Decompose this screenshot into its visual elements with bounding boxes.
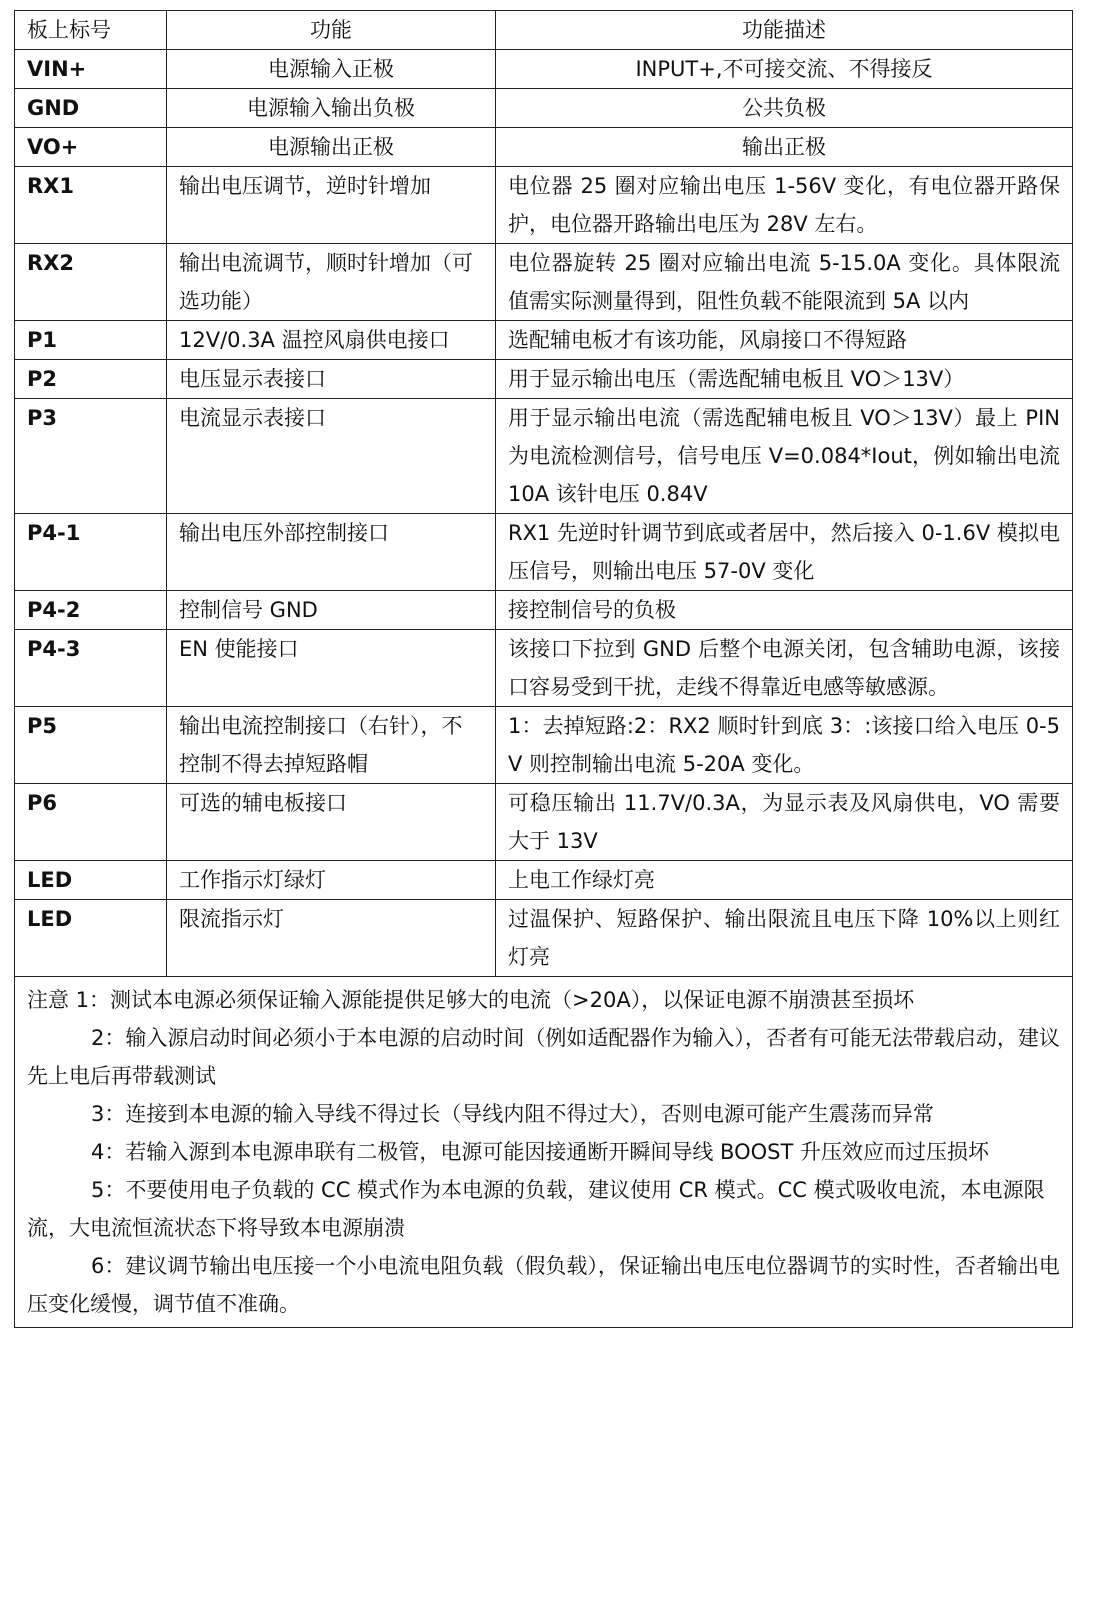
row-function: 输出电压外部控制接口 [167, 514, 496, 591]
row-description: 电位器 25 圈对应输出电压 1-56V 变化，有电位器开路保护，电位器开路输出电压为 28V 左右。 [496, 167, 1073, 244]
row-function: 输出电流控制接口（右针），不控制不得去掉短路帽 [167, 707, 496, 784]
row-description: 公共负极 [496, 89, 1073, 128]
row-board-label: P2 [15, 360, 167, 399]
row-board-label: LED [15, 861, 167, 900]
table-row [15, 900, 1073, 977]
row-board-label: RX1 [15, 167, 167, 244]
row-function: 电源输入正极 [167, 50, 496, 89]
row-board-label: P3 [15, 399, 167, 514]
header-function: 功能 [167, 11, 496, 50]
row-function: 电流显示表接口 [167, 399, 496, 514]
row-function: 电源输入输出负极 [167, 89, 496, 128]
note-item: 6：建议调节输出电压接一个小电流电阻负载（假负载），保证输出电压电位器调节的实时性，否者输出电压变化缓慢，调节值不准确。 [27, 1254, 1060, 1316]
row-function: EN 使能接口 [167, 630, 496, 707]
row-description: 输出正极 [496, 128, 1073, 167]
table-row [15, 244, 1073, 321]
table-row [15, 784, 1073, 861]
row-board-label: RX2 [15, 244, 167, 321]
row-description: 过温保护、短路保护、输出限流且电压下降 10%以上则红灯亮 [496, 900, 1073, 977]
pin-function-sheet [14, 10, 1072, 1328]
row-function: 电源输出正极 [167, 128, 496, 167]
table-row [15, 321, 1073, 360]
notes-row [15, 977, 1073, 1328]
row-description: 可稳压输出 11.7V/0.3A，为显示表及风扇供电，VO 需要大于 13V [496, 784, 1073, 861]
row-description: 选配辅电板才有该功能，风扇接口不得短路 [496, 321, 1073, 360]
header-board-label: 板上标号 [15, 11, 167, 50]
table-row [15, 167, 1073, 244]
notes-cell [15, 977, 1073, 1328]
table-row [15, 591, 1073, 630]
pin-table [14, 10, 1073, 1328]
row-board-label: VO+ [15, 128, 167, 167]
row-description: RX1 先逆时针调节到底或者居中，然后接入 0-1.6V 模拟电压信号，则输出电压 57-0V 变化 [496, 514, 1073, 591]
row-function: 控制信号 GND [167, 591, 496, 630]
table-row [15, 514, 1073, 591]
table-row [15, 707, 1073, 784]
row-board-label: P6 [15, 784, 167, 861]
table-row [15, 360, 1073, 399]
row-board-label: VIN+ [15, 50, 167, 89]
row-function: 输出电压调节，逆时针增加 [167, 167, 496, 244]
note-item: 4：若输入源到本电源串联有二极管，电源可能因接通断开瞬间导线 BOOST 升压效应而过压损坏 [91, 1140, 989, 1164]
row-description: 电位器旋转 25 圈对应输出电流 5-15.0A 变化。具体限流值需实际测量得到，阻性负载不能限流到 5A 以内 [496, 244, 1073, 321]
row-description: 接控制信号的负极 [496, 591, 1073, 630]
row-description: 上电工作绿灯亮 [496, 861, 1073, 900]
table-row [15, 630, 1073, 707]
row-function: 电压显示表接口 [167, 360, 496, 399]
table-header [15, 11, 1073, 50]
table-row [15, 89, 1073, 128]
row-board-label: LED [15, 900, 167, 977]
row-description: 1：去掉短路:2：RX2 顺时针到底 3：:该接口给入电压 0-5V 则控制输出电流 5-20A 变化。 [496, 707, 1073, 784]
note-item: 3：连接到本电源的输入导线不得过长（导线内阻不得过大），否则电源可能产生震荡而异常 [91, 1102, 934, 1126]
row-function: 输出电流调节，顺时针增加（可选功能） [167, 244, 496, 321]
row-function: 工作指示灯绿灯 [167, 861, 496, 900]
row-description: 该接口下拉到 GND 后整个电源关闭，包含辅助电源，该接口容易受到干扰，走线不得靠近电感等敏感源。 [496, 630, 1073, 707]
row-board-label: P5 [15, 707, 167, 784]
row-function: 12V/0.3A 温控风扇供电接口 [167, 321, 496, 360]
note-item: 注意 1：测试本电源必须保证输入源能提供足够大的电流（>20A），以保证电源不崩溃甚至损坏 [27, 988, 915, 1012]
row-description: 用于显示输出电压（需选配辅电板且 VO＞13V） [496, 360, 1073, 399]
table-row [15, 50, 1073, 89]
row-board-label: GND [15, 89, 167, 128]
row-description: INPUT+,不可接交流、不得接反 [496, 50, 1073, 89]
table-row [15, 399, 1073, 514]
row-function: 可选的辅电板接口 [167, 784, 496, 861]
header-description: 功能描述 [496, 11, 1073, 50]
table-row [15, 861, 1073, 900]
note-item: 2：输入源启动时间必须小于本电源的启动时间（例如适配器作为输入），否者有可能无法带载启动，建议先上电后再带载测试 [27, 1026, 1060, 1088]
row-board-label: P4-1 [15, 514, 167, 591]
note-item: 5：不要使用电子负载的 CC 模式作为本电源的负载，建议使用 CR 模式。CC 模式吸收电流，本电源限流，大电流恒流状态下将导致本电源崩溃 [27, 1178, 1045, 1240]
row-description: 用于显示输出电流（需选配辅电板且 VO＞13V）最上 PIN 为电流检测信号，信号电压 V=0.084*Iout，例如输出电流 10A 该针电压 0.84V [496, 399, 1073, 514]
row-board-label: P4-2 [15, 591, 167, 630]
row-board-label: P1 [15, 321, 167, 360]
row-board-label: P4-3 [15, 630, 167, 707]
row-function: 限流指示灯 [167, 900, 496, 977]
table-row [15, 128, 1073, 167]
